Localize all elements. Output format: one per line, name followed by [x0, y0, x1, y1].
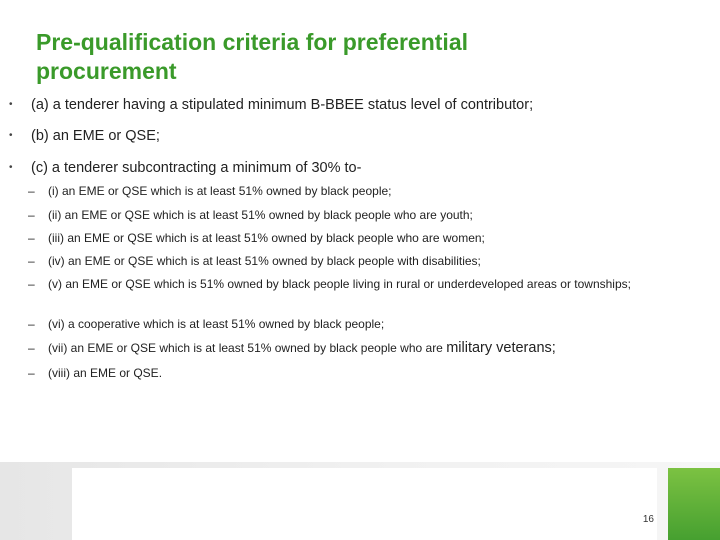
sub-text: (iv) an EME or QSE which is at least 51% owned by black people with disabilities; [48, 254, 481, 268]
slide-footer [0, 462, 720, 540]
footer-green-accent [668, 468, 720, 540]
sub-text: (ii) an EME or QSE which is at least 51% owned by black people who are youth; [48, 208, 473, 222]
sub-dash: – [28, 254, 35, 268]
sub-dash: – [28, 277, 35, 291]
sub-text: (iii) an EME or QSE which is at least 51% owned by black people who are women; [48, 231, 485, 245]
sub-dash: – [28, 317, 35, 331]
footer-white-panel [72, 468, 657, 540]
sub-dash: – [28, 208, 35, 222]
sub-text-main: (vii) an EME or QSE which is at least 51% owned by black people who are [48, 341, 447, 355]
sub-text [48, 340, 668, 356]
bullet-text: (b) an EME or QSE; [31, 128, 160, 144]
sub-dash: – [28, 184, 35, 198]
bullet-dot: • [9, 130, 13, 141]
sub-text: (vi) a cooperative which is at least 51% owned by black people; [48, 317, 385, 331]
sub-text: (i) an EME or QSE which is at least 51% owned by black people; [48, 184, 392, 198]
sub-text-emphasis: military veterans; [446, 340, 556, 356]
slide-title: Pre-qualification criteria for preferential procurement [36, 29, 469, 84]
sub-dash: – [28, 366, 35, 380]
sub-text: (v) an EME or QSE which is 51% owned by black people living in rural or underdeveloped areas or townships; [48, 277, 631, 291]
sub-dash: – [28, 231, 35, 245]
page-number: 16 [642, 514, 654, 525]
sub-text: (viii) an EME or QSE. [48, 366, 163, 380]
bullet-dot: • [9, 162, 13, 173]
bullet-dot: • [9, 99, 13, 110]
bullet-text: (a) a tenderer having a stipulated minimum B-BBEE status level of contributor; [31, 97, 534, 113]
sub-dash: – [28, 341, 35, 355]
bullet-text: (c) a tenderer subcontracting a minimum of 30% to- [31, 160, 362, 176]
